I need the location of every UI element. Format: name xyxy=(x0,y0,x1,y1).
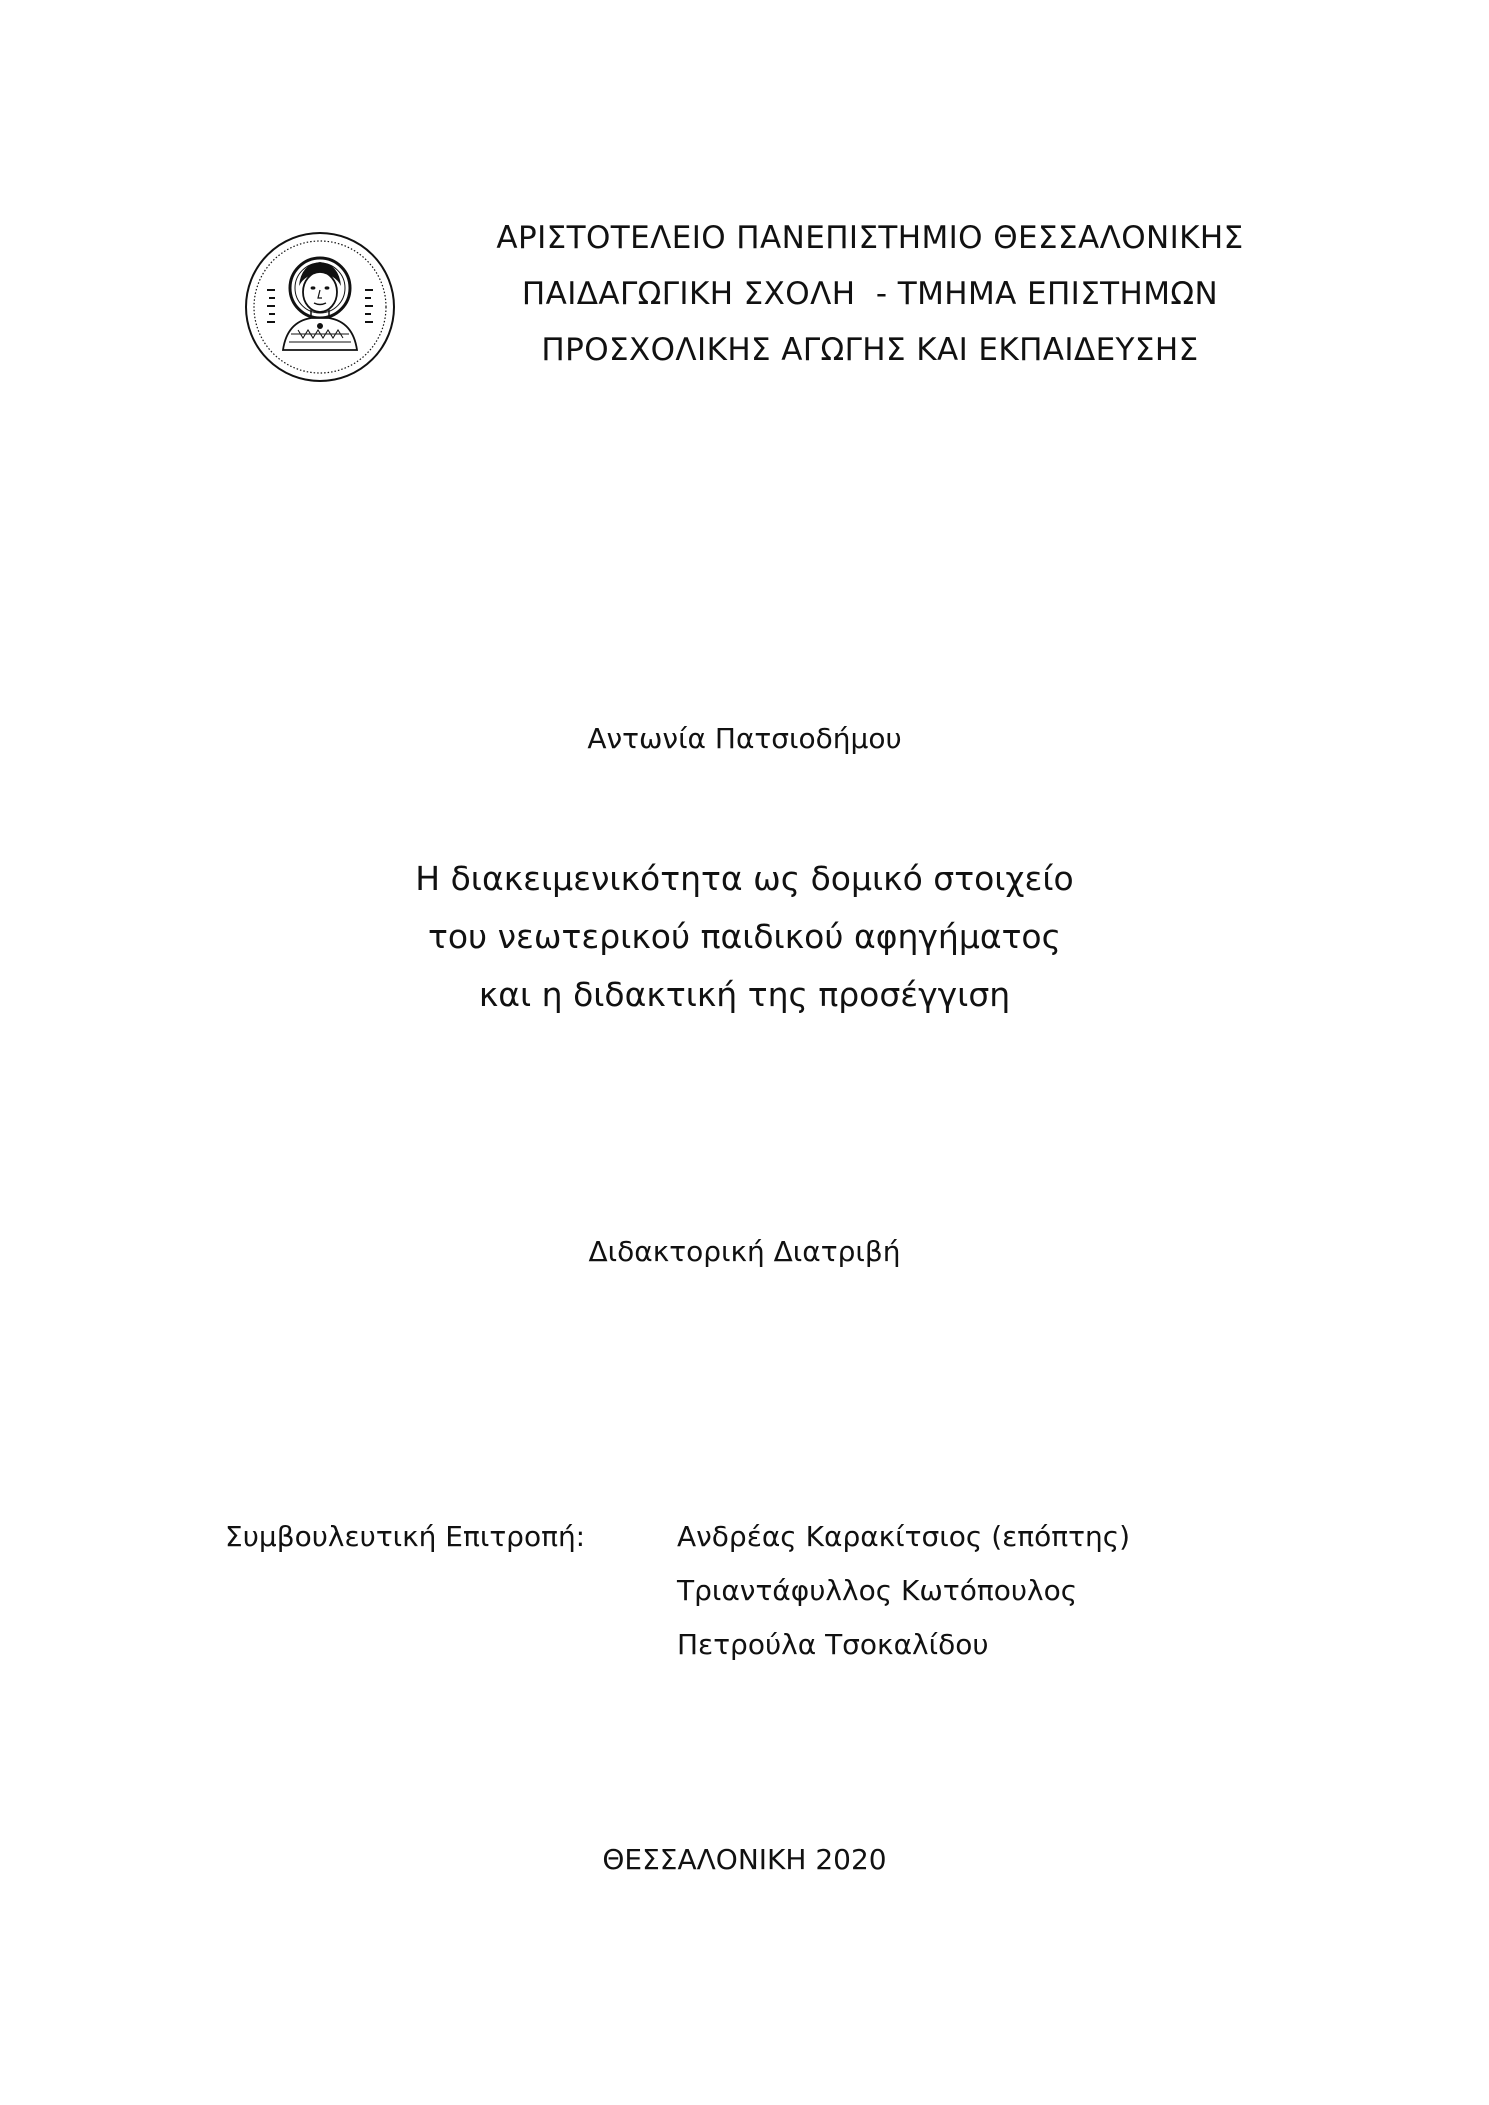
document-type: Διδακτορική Διατριβή xyxy=(588,1235,901,1268)
committee-members xyxy=(677,1510,1130,1672)
committee-member: Ανδρέας Καρακίτσιος (επόπτης) xyxy=(677,1520,1131,1553)
title-line: και η διδακτική της προσέγγιση xyxy=(478,975,1011,1014)
thesis-title xyxy=(0,850,1489,1024)
header-line-school: ΠΑΙΔΑΓΩΓΙΚΗ ΣΧΟΛΗ - ΤΜΗΜΑ ΕΠΙΣΤΗΜΩΝ xyxy=(521,276,1219,312)
committee-member: Πετρούλα Τσοκαλίδου xyxy=(677,1628,989,1661)
university-header xyxy=(430,210,1310,378)
author-name: Αντωνία Πατσιοδήμου xyxy=(587,722,902,755)
title-line: Η διακειμενικότητα ως δομικό στοιχείο xyxy=(415,859,1074,898)
committee-label: Συμβουλευτική Επιτροπή: xyxy=(225,1520,586,1553)
title-line: του νεωτερικού παιδικού αφηγήματος xyxy=(427,917,1061,956)
header-line-university: ΑΡΙΣΤΟΤΕΛΕΙΟ ΠΑΝΕΠΙΣΤΗΜΙΟ ΘΕΣΣΑΛΟΝΙΚΗΣ xyxy=(496,220,1244,256)
committee-member: Τριαντάφυλλος Κωτόπουλος xyxy=(677,1574,1078,1607)
place-and-year: ΘΕΣΣΑΛΟΝΙΚΗ 2020 xyxy=(602,1843,887,1876)
header-line-department: ΠΡΟΣΧΟΛΙΚΗΣ ΑΓΩΓΗΣ ΚΑΙ ΕΚΠΑΙΔΕΥΣΗΣ xyxy=(541,332,1199,368)
university-seal-icon xyxy=(243,230,397,384)
